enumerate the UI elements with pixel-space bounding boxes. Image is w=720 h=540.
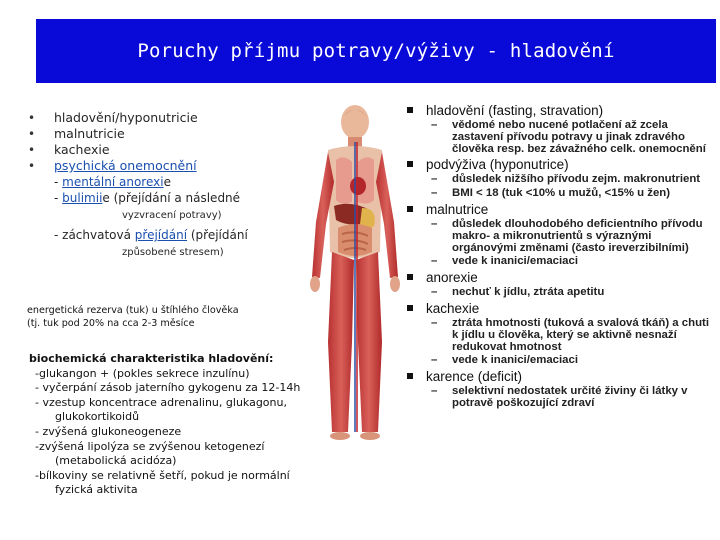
dash-bullet-icon: –	[431, 187, 438, 200]
definition-text: BMI < 18 (tuk <10% u mužů, <15% u žen)	[452, 187, 671, 200]
bio-line: -bílkoviny se relativně šetří, pokud je normální	[35, 468, 290, 482]
sub-item-zachvat: - záchvatová přejídání (přejídání	[54, 228, 248, 242]
definition-text: vědomé nebo nucené potlačení až zcela zastavení přívodu potravy u jinak zdravého člověka resp. bez závažného celk. onemocnění	[452, 119, 706, 155]
bullet-dot-icon: •	[28, 111, 36, 125]
left-bullet-list	[28, 110, 298, 260]
definition-term	[404, 270, 716, 285]
list-item	[28, 158, 298, 174]
definition-text: karence (deficit)	[426, 369, 523, 385]
bio-line: - vyčerpání zásob jaterního gykogenu za 12-14h	[35, 381, 301, 395]
definition-text: vede k inanici/emaciaci	[452, 255, 579, 268]
list-item: • hladovění/hyponutricie	[28, 110, 198, 125]
square-bullet-icon	[407, 161, 413, 167]
square-bullet-icon	[407, 206, 413, 212]
list-item: • kachexie	[28, 142, 110, 157]
dash-bullet-icon: –	[431, 217, 438, 230]
definition-detail	[404, 174, 716, 186]
definition-detail	[404, 256, 716, 268]
biochemistry-section	[29, 352, 319, 498]
energy-reserve-note: energetická rezerva (tuk) u štíhlého člověka (tj. tuk pod 20% na cca 2-3 měsíce	[27, 305, 239, 329]
definition-term	[404, 157, 716, 172]
bio-line: - zvýšená glukoneogeneze	[35, 424, 182, 438]
link-bulimie[interactable]: bulimii	[62, 191, 103, 205]
definition-detail	[404, 386, 716, 410]
definition-term	[404, 369, 716, 384]
square-bullet-icon	[407, 107, 413, 113]
square-bullet-icon	[407, 373, 413, 379]
square-bullet-icon	[407, 305, 413, 311]
human-body-anatomy-icon	[300, 102, 410, 442]
link-mentalni-anorexie[interactable]: mentální anorexi	[62, 175, 164, 189]
definition-text: selektivní nedostatek určité živiny či látky v potravě poškozující zdraví	[452, 385, 688, 409]
definition-text: malnutrice	[426, 201, 489, 217]
definition-text: důsledek nižšího přívodu zejm. makronutrient	[452, 173, 701, 186]
dash-bullet-icon: –	[431, 316, 438, 329]
definition-detail	[404, 120, 716, 155]
definition-text: anorexie	[426, 270, 478, 286]
link-prejidani[interactable]: přejídání	[134, 228, 188, 242]
definition-text: nechuť k jídlu, ztráta apetitu	[452, 286, 605, 299]
dash-bullet-icon: –	[431, 173, 438, 186]
dash-bullet-icon: –	[431, 385, 438, 398]
definition-text: ztráta hmotnosti (tuková a svalová tkáň) a chuti k jídlu u člověka, který se aktivně nesnaží redukovat hmotnost	[452, 316, 709, 353]
sub-item-bulimie-cont: vyzvracení potravy)	[122, 210, 222, 221]
right-definition-list	[404, 103, 716, 412]
definition-detail	[404, 287, 716, 299]
dash-bullet-icon: –	[431, 286, 438, 299]
page-title: Poruchy příjmu potravy/výživy - hladovění	[137, 40, 615, 62]
definition-term	[404, 301, 716, 316]
definition-text: hladovění (fasting, stravation)	[426, 103, 604, 118]
link-psychicka-onemocneni[interactable]: psychická onemocnění	[54, 158, 197, 173]
definition-text: podvýživa (hyponutrice)	[426, 157, 569, 173]
sub-item-zachvat-cont: způsobené stresem)	[122, 247, 224, 258]
definition-detail	[404, 188, 716, 200]
bio-line: -zvýšená lipolýza se zvýšenou ketogenezí	[35, 439, 265, 453]
bio-line: fyzická aktivita	[55, 483, 138, 497]
bullet-dot-icon: •	[28, 159, 36, 173]
definition-term	[404, 103, 716, 118]
definition-detail	[404, 355, 716, 367]
definition-detail	[404, 318, 716, 353]
dash-bullet-icon: –	[431, 119, 438, 131]
square-bullet-icon	[407, 274, 413, 280]
definition-text: důsledek dlouhodobého deficientního přívodu makro- a mikronutrientů s výraznými orgánovými změnami (často ireverzibilními)	[452, 217, 703, 254]
dash-bullet-icon: –	[431, 255, 438, 268]
bio-line: glukokortikoidů	[55, 410, 140, 424]
list-item: • malnutricie	[28, 126, 125, 141]
bio-line: (metabolická acidóza)	[55, 454, 177, 468]
bullet-dot-icon: •	[28, 127, 36, 141]
sub-item-anorexie: - mentální anorexie	[54, 175, 171, 189]
bio-line: -glukangon + (pokles sekrece inzulínu)	[35, 366, 250, 380]
title-banner	[36, 19, 716, 83]
definition-term	[404, 202, 716, 217]
definition-detail	[404, 219, 716, 254]
dash-bullet-icon: –	[431, 354, 438, 367]
definition-text: vede k inanici/emaciaci	[452, 354, 579, 367]
bio-line: - vzestup koncentrace adrenalinu, glukagonu,	[35, 395, 287, 409]
bullet-dot-icon: •	[28, 143, 36, 157]
definition-text: kachexie	[426, 300, 480, 316]
sub-item-bulimie: - bulimiie (přejídání a následné	[54, 191, 241, 205]
bio-heading: biochemická charakteristika hladovění:	[29, 352, 274, 365]
